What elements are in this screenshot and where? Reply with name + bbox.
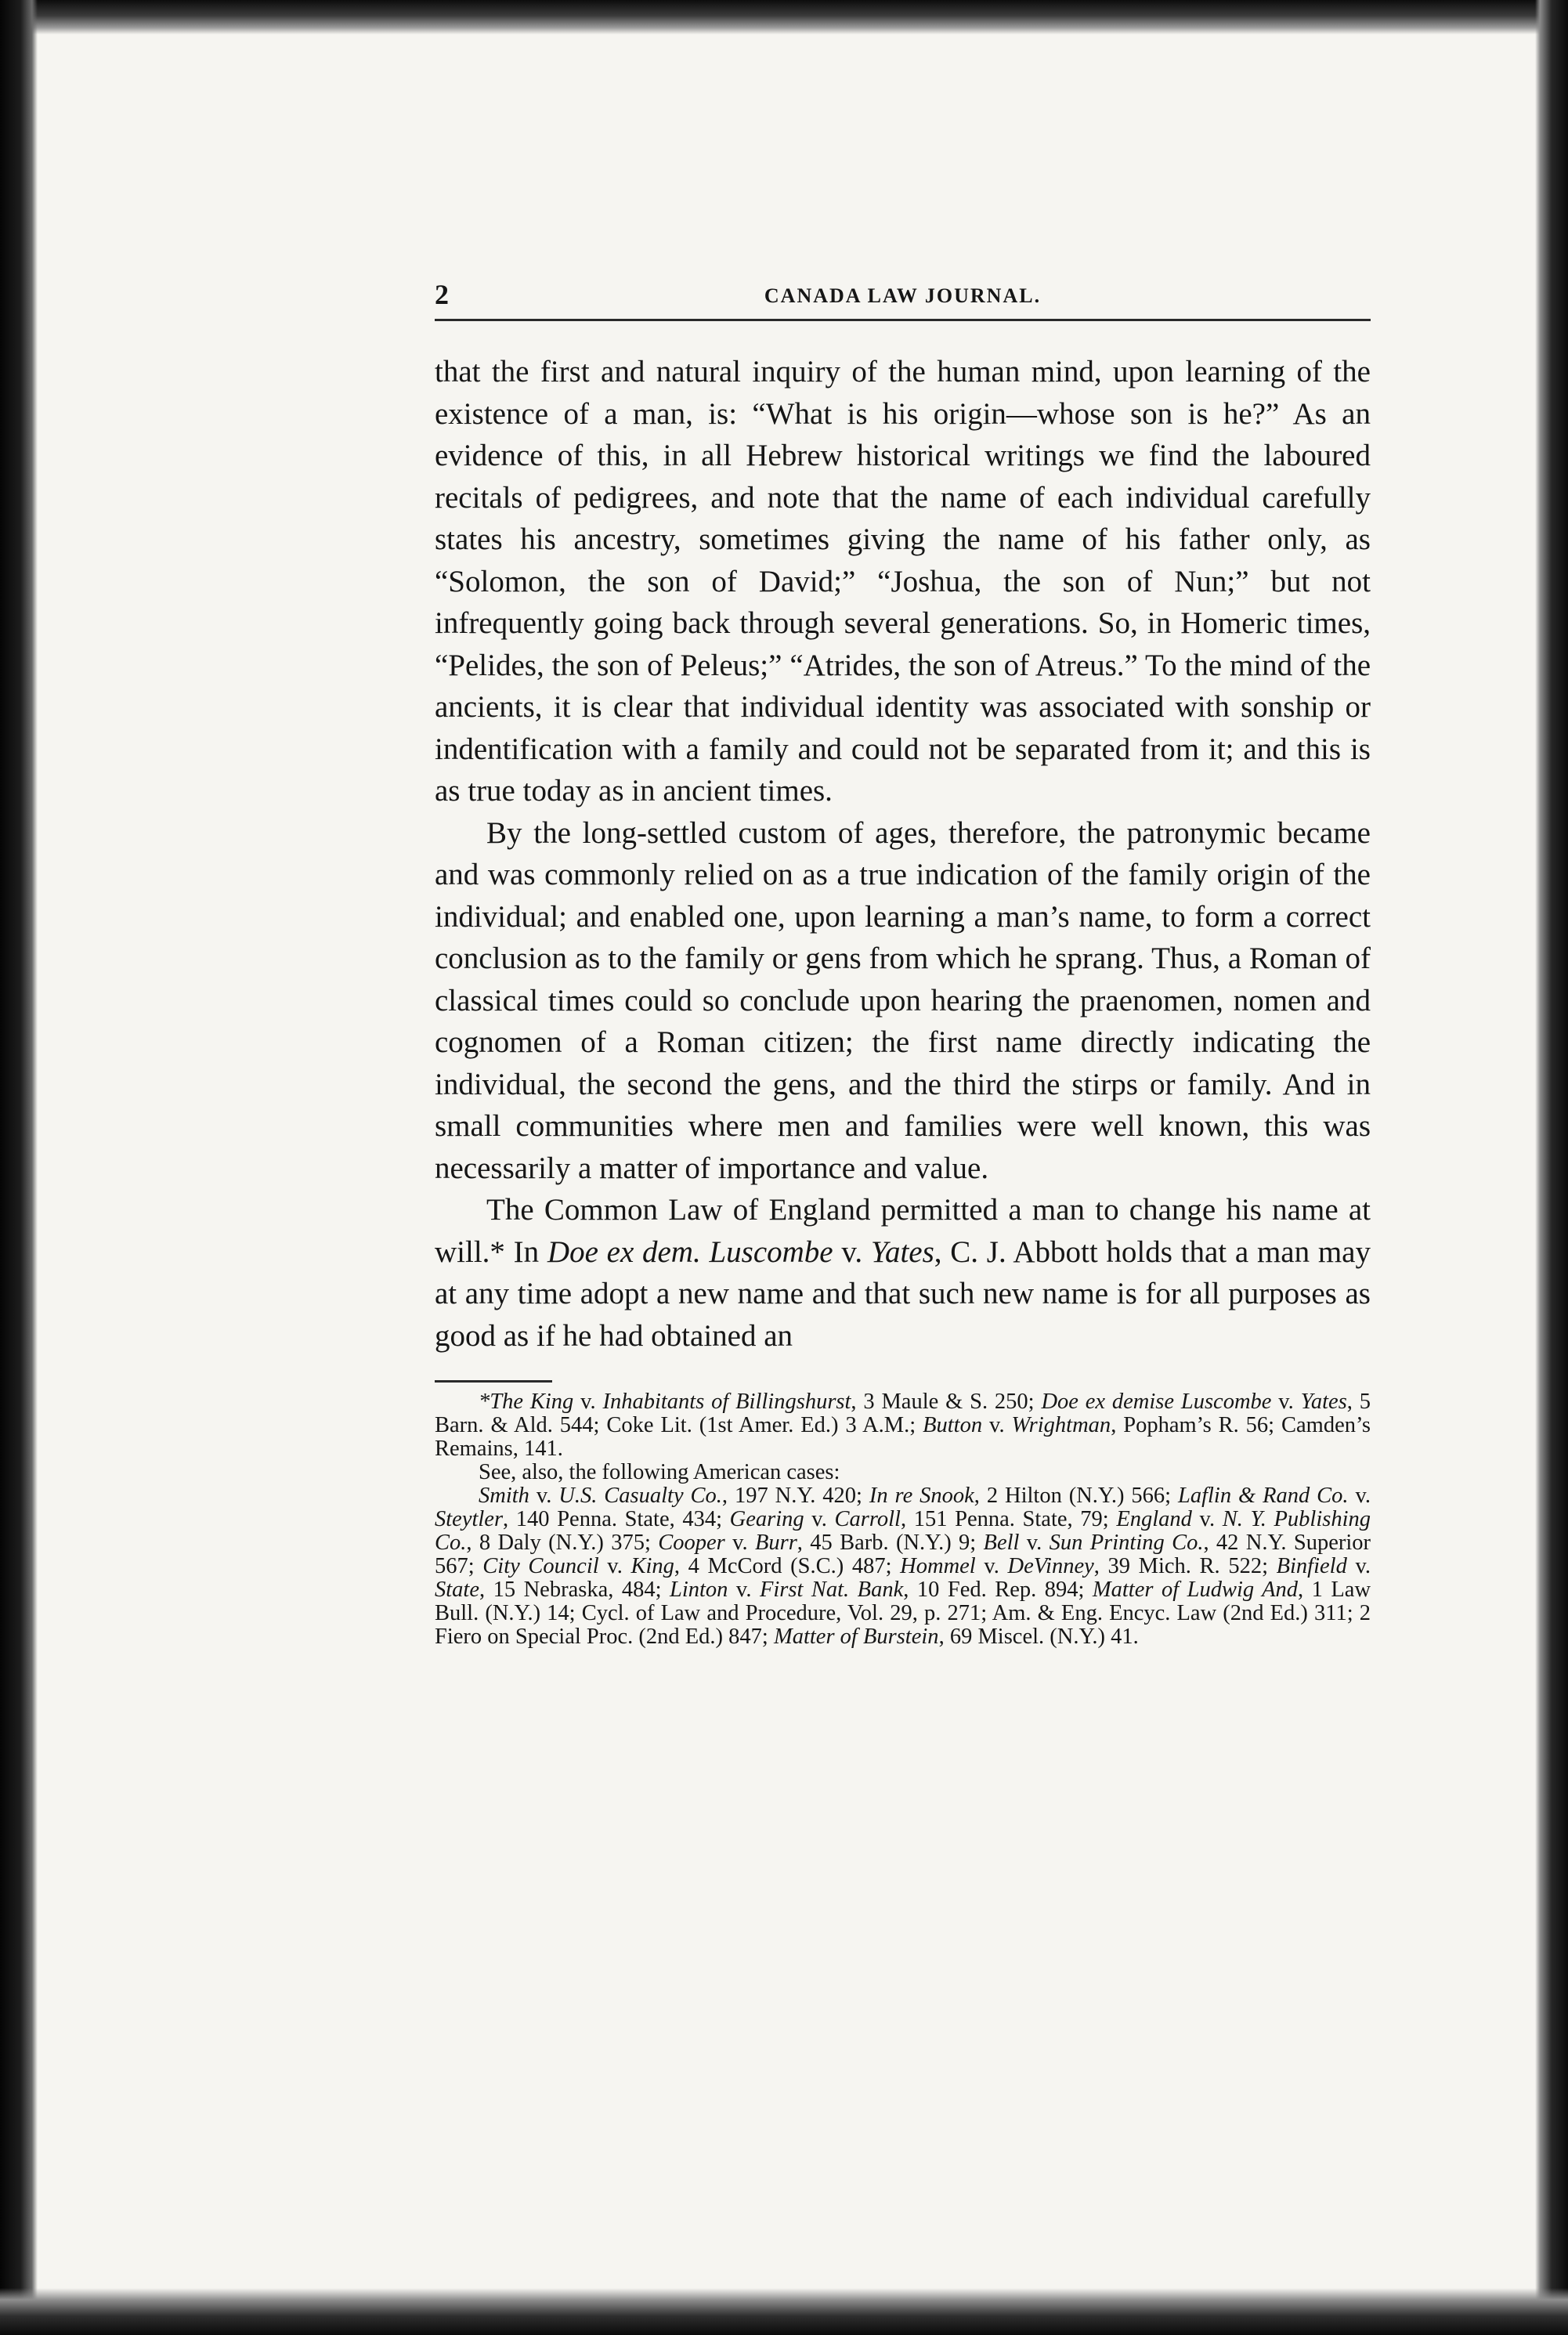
paragraph-1: that the first and natural inquiry of the human mind, upon learning of the existence of a man, is: “What is his origin—whose son is he?” As an evidence of this, in all Hebrew historical writings we find the laboured recitals of pedigrees, and note that the name of each individual carefully states his ancestry, sometimes giving the name of his father only, as “Solomon, the son of David;” “Joshua, the son of Nun;” but not infrequently going back through several generations. So, in Homeric times, “Pelides, the son of Peleus;” “Atrides, the son of Atreus.” To the mind of the ancients, it is clear that individual identity was associated with sonship or indentification with a family and could not be separated from it; and this is as true today as in ancient times. (435, 355, 1371, 808)
footnote-divider (435, 1380, 552, 1383)
case-name: Doe ex demise Luscombe (1041, 1390, 1272, 1414)
case-name: Binfield (1276, 1554, 1347, 1578)
case-name: Button (923, 1413, 983, 1437)
case-name: Cooper (658, 1531, 725, 1555)
footnote-see-also: See, also, the following American cases: (479, 1460, 840, 1484)
case-name: Doe ex dem. Luscombe (547, 1234, 833, 1269)
case-name: DeVinney (1007, 1554, 1094, 1578)
running-head (435, 278, 1371, 321)
case-name: Matter of Burstein (773, 1625, 939, 1649)
case-name: Wrightman (1011, 1413, 1111, 1437)
citation-text: , 1 Law Bull. (N.Y.) 14; Cycl. of Law and Procedure, Vol. 29, p. 271; Am. & Eng. Encyc. Law (2nd Ed.) 311; 2 Fiero on Special Proc. (2nd Ed.) 847; (435, 1578, 1371, 1649)
case-name: England (1116, 1507, 1192, 1531)
case-name: Laflin & Rand Co. (1177, 1484, 1349, 1508)
case-name: First Nat. Bank (759, 1578, 904, 1602)
citation-text: , 69 Miscel. (N.Y.) 41. (938, 1625, 1139, 1649)
citation-text: , 197 N.Y. 420; (721, 1484, 869, 1508)
citation-text: v. (1191, 1507, 1223, 1531)
case-name: Steytler (435, 1507, 504, 1531)
citation-text: , 45 Barb. (N.Y.) 9; (797, 1531, 984, 1555)
citation-text: , 3 Maule & S. 250; (851, 1390, 1042, 1414)
citation-text: v. (804, 1507, 835, 1531)
paragraph-3-text: , C. J. Abbott holds that a man may at any time adopt a new name and that such new name is for all purposes as good as if he had obtained an (435, 1234, 1371, 1353)
case-name: Yates (870, 1234, 934, 1269)
citation-text: , 140 Penna. State, 434; (503, 1507, 730, 1531)
page-content (435, 278, 1371, 1649)
citation-text: v. (724, 1531, 755, 1555)
citation-text: , Popham’s R. 56; Camden’s Remains, 141. (435, 1413, 1371, 1461)
citation-text: , 39 Mich. R. 522; (1093, 1554, 1277, 1578)
citation-text: v. (728, 1578, 760, 1602)
case-name: Smith (479, 1484, 529, 1508)
page-number: 2 (435, 279, 449, 310)
citation-text: , 5 Barn. & Ald. 544; Coke Lit. (1st Amer. Ed.) 3 A.M.; (435, 1390, 1371, 1437)
body-text (435, 351, 1371, 1357)
citation-text: , 42 N.Y. Superior 567; (435, 1531, 1371, 1578)
case-name: Gearing (729, 1507, 804, 1531)
scan-border-top (0, 0, 1568, 34)
citation-text: v. (982, 1413, 1012, 1437)
case-name: In re Snook (869, 1484, 974, 1508)
case-name: Burr (754, 1531, 797, 1555)
citation-text: v. (1348, 1484, 1371, 1508)
paragraph-2: By the long-settled custom of ages, therefore, the patronymic became and was commonly relied on as a true indication of the family origin of the individual; and enabled one, upon learning a man’s name, to form a correct conclusion as to the family or gens from which he sprang. Thus, a Roman of classical times could so conclude upon hearing the praenomen, nomen and cognomen of a Roman citizen; the first name directly indicating the individual, the second the gens, and the third the stirps or family. And in small communities where men and families were well known, this was necessarily a matter of importance and value. (435, 815, 1371, 1185)
scan-border-bottom (0, 2288, 1568, 2335)
case-name: U.S. Casualty Co. (558, 1484, 722, 1508)
paragraph-3-text: The Common Law of England permitted a man to change his name at will.* In (435, 1193, 1371, 1269)
citation-text: v. (573, 1390, 603, 1414)
citation-text: v. (529, 1484, 559, 1508)
case-name: Hommel (900, 1554, 976, 1578)
citation-text: v. (598, 1554, 631, 1578)
case-name: State (435, 1578, 479, 1602)
case-name: Yates (1300, 1390, 1347, 1414)
scan-border-right (1535, 0, 1568, 2335)
citation-text: v. (1019, 1531, 1050, 1555)
citation-text: , 15 Nebraska, 484; (479, 1578, 670, 1602)
citation-text: v. (1271, 1390, 1301, 1414)
case-name: N. Y. Publishing Co. (435, 1507, 1371, 1555)
citation-text: , 151 Penna. State, 79; (900, 1507, 1117, 1531)
case-name: City Council (482, 1554, 599, 1578)
citation-text: , 4 McCord (S.C.) 487; (674, 1554, 901, 1578)
paragraph-3 (435, 1189, 1371, 1357)
citation-text: v. (975, 1554, 1008, 1578)
citation-text: , 2 Hilton (N.Y.) 566; (974, 1484, 1178, 1508)
paragraph-3-text: v. (833, 1234, 871, 1269)
footnote-american-cases (435, 1484, 1371, 1649)
citation-text: , 10 Fed. Rep. 894; (903, 1578, 1093, 1602)
case-name: Sun Printing Co. (1049, 1531, 1204, 1555)
scan-border-left (0, 0, 38, 2335)
citation-text: v. (1346, 1554, 1371, 1578)
case-name: *The King (479, 1390, 574, 1414)
case-name: Bell (983, 1531, 1020, 1555)
journal-title: CANADA LAW JOURNAL. (764, 284, 1042, 307)
case-name: Inhabitants of Billingshurst (602, 1390, 851, 1414)
case-name: Carroll (834, 1507, 901, 1531)
case-name: Linton (670, 1578, 728, 1602)
footnote-english-cases (435, 1390, 1371, 1461)
case-name: King (630, 1554, 674, 1578)
case-name: Matter of Ludwig And (1092, 1578, 1299, 1602)
citation-text: , 8 Daly (N.Y.) 375; (466, 1531, 659, 1555)
footnotes (435, 1390, 1371, 1649)
